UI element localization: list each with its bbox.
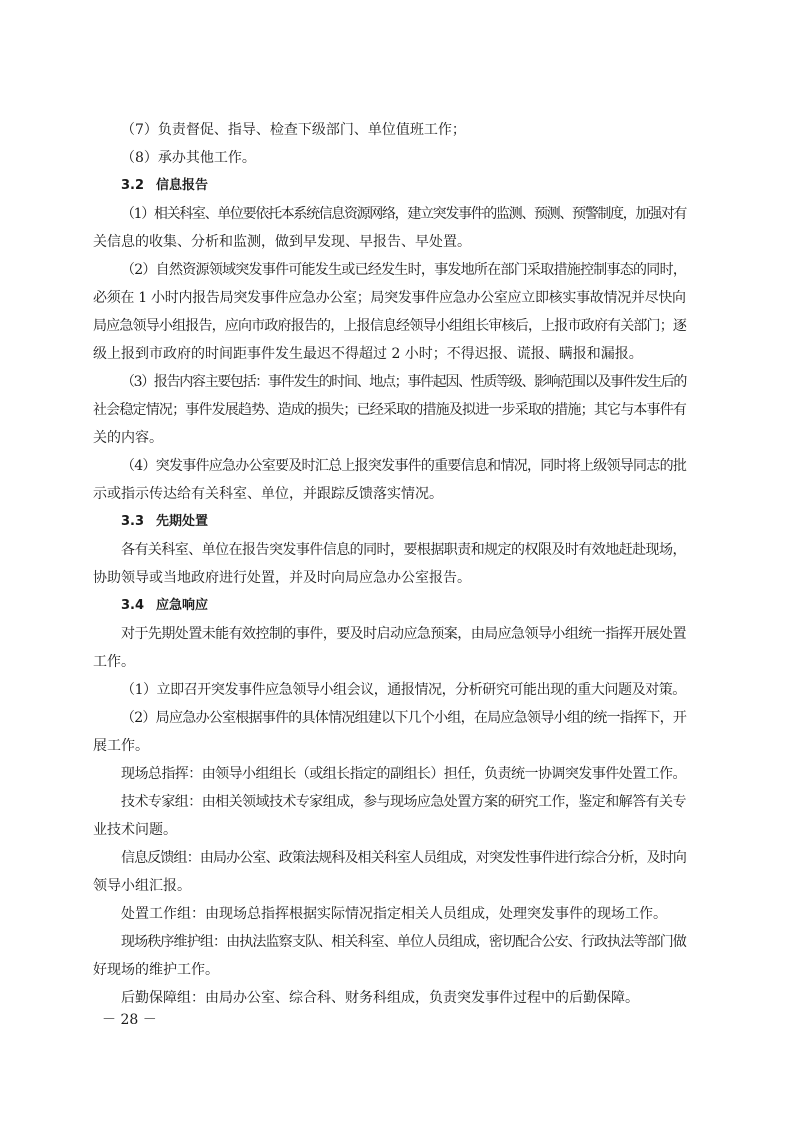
paragraph-line: 领导小组汇报。 [93,878,191,894]
paragraph [93,704,687,760]
paragraph [93,788,686,844]
paragraph-line: 现场总指挥：由领导小组组长（或组长指定的副组长）担任，负责统一协调突发事件处置工作。 [121,766,686,782]
paragraph-line: 示或指示传达给有关科室、单位，并跟踪反馈落实情况。 [93,486,443,502]
paragraph-line: 必须在 1 小时内报告局突发事件应急办公室；局突发事件应急办公室应立即核实事故情况并尽快向 [93,290,686,306]
paragraph-line: 处置工作组：由现场总指挥根据实际情况指定相关人员组成，处理突发事件的现场工作。 [121,906,667,922]
paragraph [121,760,686,788]
paragraph-line: 关信息的收集、分析和监测，做到早发现、早报告、早处置。 [93,234,471,250]
paragraph [121,900,686,928]
paragraph-line: （4）突发事件应急办公室要及时汇总上报突发事件的重要信息和情况，同时将上级领导同志的批 [121,458,687,474]
paragraph [93,368,687,452]
paragraph [93,200,687,256]
paragraph-line: 好现场的维护工作。 [93,962,219,978]
paragraph-line: 关的内容。 [93,430,163,446]
paragraph [121,116,686,144]
section-heading [121,508,686,536]
section-number: 3.3 [121,514,145,529]
paragraph [93,844,687,900]
paragraph-line: （2）局应急办公室根据事件的具体情况组建以下几个小组，在局应急领导小组的统一指挥下，开 [121,710,687,726]
paragraph-line: （1）立即召开突发事件应急领导小组会议，通报情况，分析研究可能出现的重大问题及对策。 [121,682,686,698]
paragraph [93,620,686,676]
paragraph-line: 技术专家组：由相关领域技术专家组成，参与现场应急处置方案的研究工作，鉴定和解答有关专 [121,794,686,810]
paragraph-line: 展工作。 [93,738,149,754]
paragraph-line: 现场秩序维护组：由执法监察支队、相关科室、单位人员组成，密切配合公安、行政执法等部门做 [121,934,687,950]
section-heading [121,172,686,200]
document-body [93,116,687,1012]
paragraph-line: 后勤保障组：由局办公室、综合科、财务科组成，负责突发事件过程中的后勤保障。 [121,990,639,1006]
paragraph [121,984,686,1012]
paragraph-line: （8）承办其他工作。 [121,150,256,166]
paragraph-line: （3）报告内容主要包括：事件发生的时间、地点；事件起因、性质等级、影响范围以及事件发生后的 [121,374,687,390]
paragraph-line: （7）负责督促、指导、检查下级部门、单位值班工作； [121,122,466,138]
section-heading [121,592,686,620]
paragraph [93,928,687,984]
paragraph-line: 信息反馈组：由局办公室、政策法规科及相关科室人员组成，对突发性事件进行综合分析，及时向 [121,850,687,866]
paragraph-line: 对于先期处置未能有效控制的事件，要及时启动应急预案，由局应急领导小组统一指挥开展处置 [121,626,686,642]
paragraph-line: 业技术问题。 [93,822,177,838]
paragraph [121,144,686,172]
paragraph-line: （2）自然资源领域突发事件可能发生或已经发生时，事发地所在部门采取措施控制事态的同时， [121,262,687,278]
section-title: 先期处置 [156,514,209,529]
section-title: 应急响应 [156,598,209,613]
paragraph-line: 工作。 [93,654,135,670]
paragraph-line: 社会稳定情况；事件发展趋势、造成的损失；已经采取的措施及拟进一步采取的措施；其它与本事件有 [93,402,687,418]
paragraph-line: 级上报到市政府的时间距事件发生最迟不得超过 2 小时；不得迟报、谎报、瞒报和漏报。 [93,346,643,362]
paragraph-line: 各有关科室、单位在报告突发事件信息的同时，要根据职责和规定的权限及时有效地赶赴现场， [121,542,686,558]
paragraph-line: 局应急领导小组报告，应向市政府报告的，上报信息经领导小组组长审核后，上报市政府有关部门；逐 [93,318,687,334]
section-number: 3.2 [121,178,145,193]
paragraph [93,536,686,592]
section-title: 信息报告 [156,178,209,193]
paragraph [93,256,687,368]
paragraph [121,676,686,704]
section-number: 3.4 [121,598,145,613]
paragraph-line: 协助领导或当地政府进行处置，并及时向局应急办公室报告。 [93,570,471,586]
paragraph [93,452,687,508]
page-number: － 28 － [102,1012,157,1028]
paragraph-line: （1）相关科室、单位要依托本系统信息资源网络，建立突发事件的监测、预测、预警制度，加强对有 [121,206,687,222]
